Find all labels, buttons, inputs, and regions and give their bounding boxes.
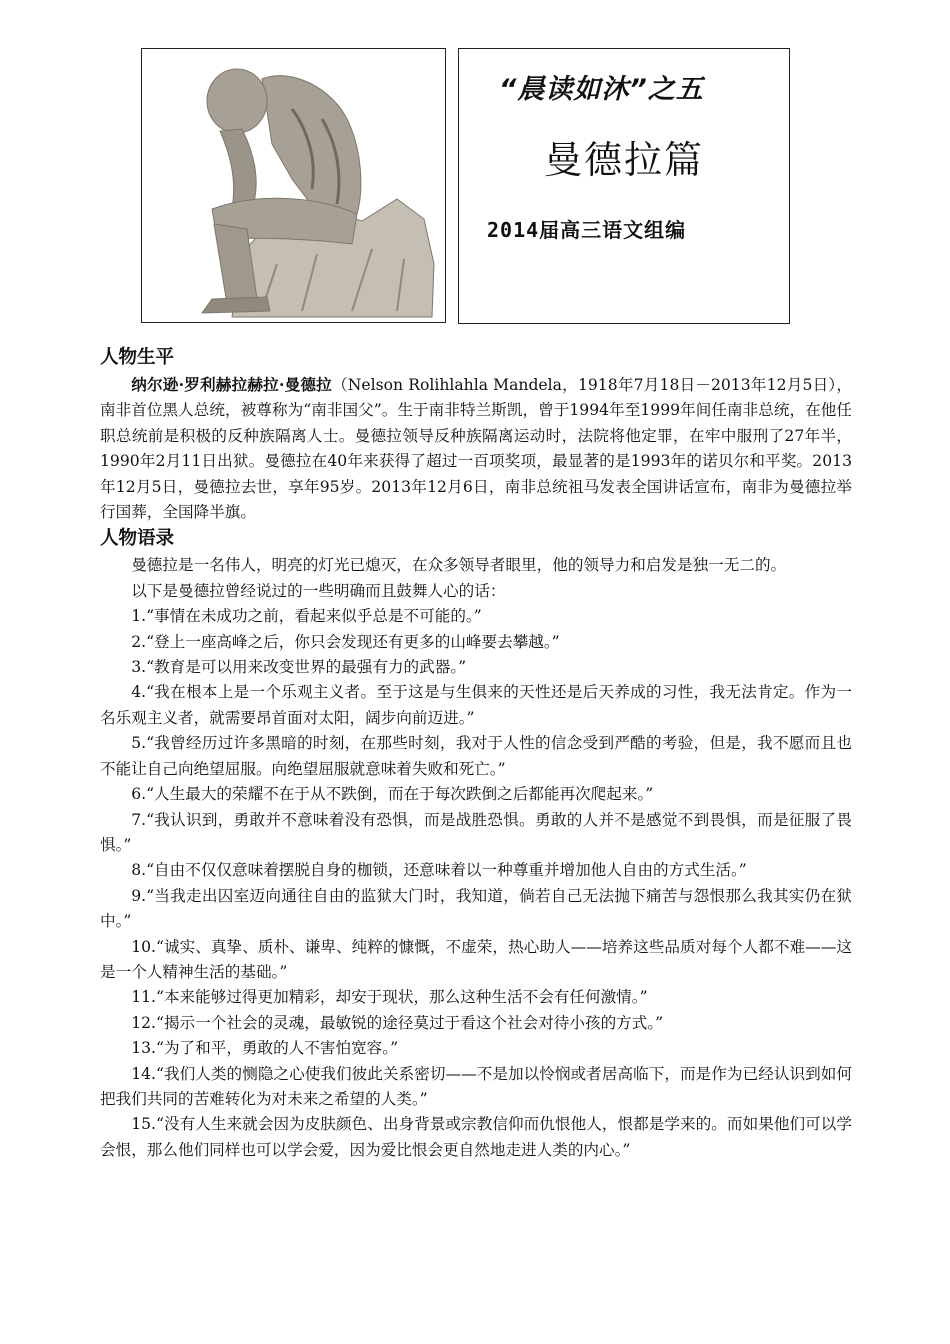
subtitle: 2014届高三语文组编 [487,218,687,242]
quotes-intro-2: 以下是曼德拉曾经说过的一些明确而且鼓舞人心的话： [131,581,506,600]
document-body [100,344,852,1163]
person-name: 纳尔逊·罗利赫拉赫拉·曼德拉 [131,375,332,394]
quote-6: 6.“人生最大的荣耀不在于从不跌倒，而在于每次跌倒之后都能再次爬起来。” [131,785,654,804]
quote-5: 5.“我曾经历过许多黑暗的时刻，在那些时刻，我对于人性的信念受到严酷的考验，但是，我不愿而且也不能让自己向绝望屈服。向绝望屈服就意味着失败和死亡。” [100,734,852,778]
section-heading-biography: 人物生平 [100,347,175,368]
thinker-image-frame [141,48,446,323]
title-box [458,48,790,324]
quote-2: 2.“登上一座高峰之后，你只会发现还有更多的山峰要去攀越。” [131,632,560,651]
quote-13: 13.“为了和平，勇敢的人不害怕宽容。” [131,1039,399,1058]
quote-10: 10.“诚实、真挚、质朴、谦卑、纯粹的慷慨，不虚荣，热心助人——培养这些品质对每个人都不难——这是一个人精神生活的基础。” [100,937,852,981]
quote-4: 4.“我在根本上是一个乐观主义者。至于这是与生俱来的天性还是后天养成的习性，我无法肯定。作为一名乐观主义者，就需要昂首面对太阳，阔步向前迈进。” [100,683,852,727]
quote-14: 14.“我们人类的恻隐之心使我们彼此关系密切——不是加以怜悯或者居高临下，而是作为已经认识到如何把我们共同的苦难转化为对未来之希望的人类。” [100,1064,852,1108]
thinker-statue-icon [142,49,444,321]
quote-3: 3.“教育是可以用来改变世界的最强有力的武器。” [131,658,467,677]
biography-text: （Nelson Rolihlahla Mandela，1918年7月18日－2013年12月5日），南非首位黑人总统，被尊称为“南非国父”。生于南非特兰斯凯，曾于1994年至1999年间任南非总统，在他任职总统前是积极的反种族隔离人士。曼德拉领导反种族隔离运动时，法院将他定罪，在牢中服刑了27年半，1990年2月11日出狱。曼德拉在40年来获得了超过一百项奖项，最显著的是1993年的诺贝尔和平奖。2013年12月5日，曼德拉去世，享年95岁。2013年12月6日，南非总统祖马发表全国讲话宣布，南非为曼德拉举行国葬，全国降半旗。 [100,376,852,522]
quote-9: 9.“当我走出囚室迈向通往自由的监狱大门时，我知道，倘若自己无法抛下痛苦与怨恨那么我其实仍在狱中。” [100,886,852,931]
quote-8: 8.“自由不仅仅意味着摆脱自身的枷锁，还意味着以一种尊重并增加他人自由的方式生活。” [131,861,747,880]
quote-15: 15.“没有人生来就会因为皮肤颜色、出身背景或宗教信仰而仇恨他人，恨都是学来的。而如果他们可以学会恨，那么他们同样也可以学会爱，因为爱比恨会更自然地走进人类的内心。” [100,1115,852,1159]
series-title: “晨读如沐”之五 [499,74,704,105]
quote-7: 7.“我认识到，勇敢并不意味着没有恐惧，而是战胜恐惧。勇敢的人并不是感觉不到畏惧，而是征服了畏惧。” [100,810,852,854]
quote-1: 1.“事情在未成功之前，看起来似乎总是不可能的。” [131,607,482,626]
biography-paragraph [100,372,852,525]
section-heading-quotes: 人物语录 [100,528,175,550]
quote-11: 11.“本来能够过得更加精彩，却安于现状，那么这种生活不会有任何激情。” [131,988,648,1007]
main-title: 曼德拉篇 [543,138,704,182]
quote-12: 12.“揭示一个社会的灵魂，最敏锐的途径莫过于看这个社会对待小孩的方式。” [131,1013,664,1032]
quotes-intro-1: 曼德拉是一名伟人，明亮的灯光已熄灭，在众多领导者眼里，他的领导力和启发是独一无二的。 [131,556,787,575]
